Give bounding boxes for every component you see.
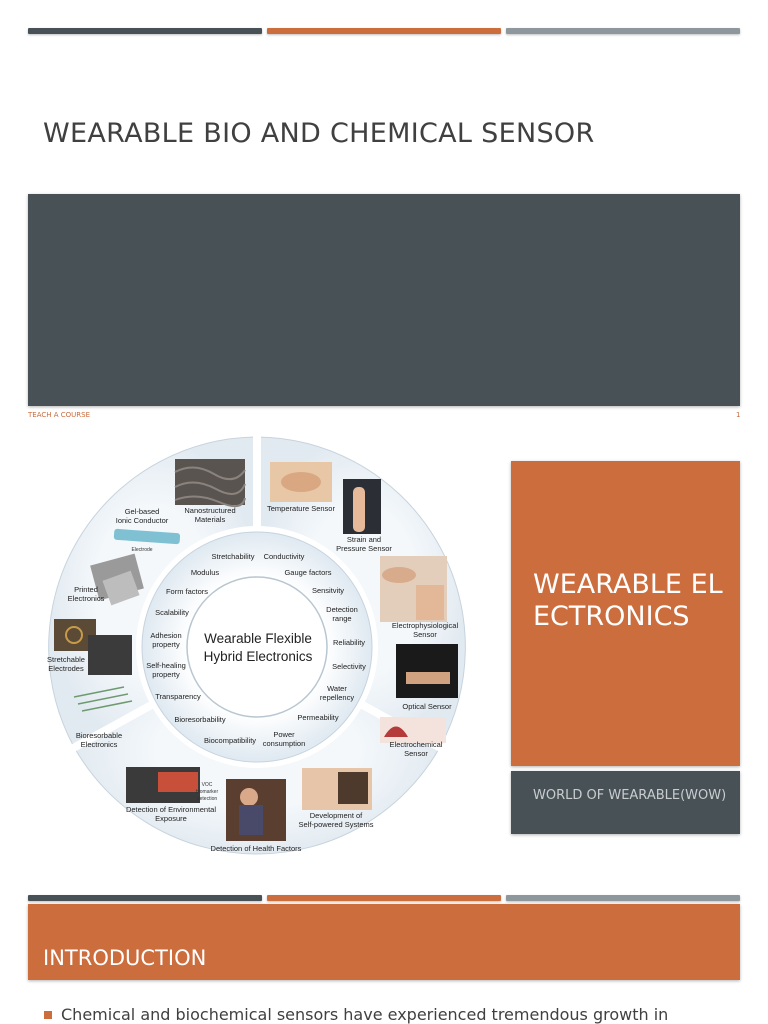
inner-label: Detection: [326, 605, 358, 614]
outer-label: Electrodes: [48, 664, 84, 673]
outer-label: Sensor: [413, 630, 437, 639]
inner-label: Water: [327, 684, 347, 693]
outer-label: Materials: [194, 515, 226, 524]
small-label: detection: [196, 796, 218, 802]
wearable-electronics-diagram: [44, 432, 470, 862]
intro-bar-dark: [28, 895, 262, 901]
outer-label: Ionic Conductor: [115, 516, 169, 525]
small-label: VOC: [201, 782, 213, 788]
outer-label: Detection of Environmental: [125, 805, 217, 814]
inner-label: Gauge factors: [284, 568, 332, 577]
intro-bar-gray: [506, 895, 740, 901]
inner-label: Conductivity: [263, 552, 305, 561]
outer-label: Stretchable: [47, 655, 85, 664]
inner-label: Permeability: [297, 713, 339, 722]
outer-label: Exposure: [155, 814, 187, 823]
inner-label: Sensitvity: [311, 586, 345, 595]
center-label-1: Wearable Flexible: [204, 631, 312, 646]
inner-label: Biocompatibility: [203, 736, 257, 745]
outer-label: Electrochemical: [389, 740, 443, 749]
small-label: biomarker: [195, 789, 219, 795]
inner-label: Bioresorbability: [174, 715, 226, 724]
outer-label: Electrophysiological: [391, 621, 459, 630]
inner-label: Reliability: [332, 638, 366, 647]
outer-label: Gel-based: [124, 507, 160, 516]
top-bar-dark: [28, 28, 262, 34]
outer-label: Development of: [309, 811, 363, 820]
outer-label: Pressure Sensor: [336, 544, 392, 553]
page-number: 1: [736, 411, 741, 419]
outer-label: Self-powered Systems: [298, 820, 374, 829]
intro-bar-orange: [267, 895, 501, 901]
inner-label: range: [332, 614, 352, 623]
outer-label: Temperature Sensor: [267, 504, 335, 513]
slide-title: WEARABLE BIO AND CHEMICAL SENSOR: [43, 118, 595, 149]
inner-label: Selectivity: [332, 662, 366, 671]
subtitle-box: [511, 771, 740, 834]
center-circle: [187, 577, 327, 717]
inner-label: property: [152, 640, 180, 649]
intro-title: INTRODUCTION: [43, 946, 207, 970]
outer-label: Electronics: [80, 740, 118, 749]
bullet-marker: [44, 1011, 52, 1019]
inner-label: Form factors: [165, 587, 209, 596]
outer-label: Detection of Health Factors: [210, 844, 302, 853]
section-title-box: [511, 461, 740, 766]
small-label: Electrode: [131, 547, 153, 553]
section-subtitle: WORLD OF WEARABLE(WOW): [533, 788, 727, 803]
footer-course: TEACH A COURSE: [28, 411, 91, 419]
inner-label: consumption: [262, 739, 306, 748]
outer-label: Printed: [74, 585, 98, 594]
outer-label: Nanostructured: [184, 506, 236, 515]
inner-label: Power: [273, 730, 295, 739]
inner-label: repellency: [319, 693, 355, 702]
inner-label: Modulus: [190, 568, 220, 577]
outer-label: Sensor: [404, 749, 428, 758]
outer-label: Electronics: [67, 594, 105, 603]
title-panel: [28, 194, 740, 406]
top-bar-gray: [506, 28, 740, 34]
optical-sensor-image: [396, 644, 458, 698]
center-label-2: Hybrid Electronics: [203, 649, 313, 664]
inner-label: Transparency: [155, 692, 201, 701]
inner-label: Self-healing: [146, 661, 186, 670]
inner-label: Stretchability: [211, 552, 255, 561]
outer-label: Bioresorbable: [75, 731, 123, 740]
inner-label: Adhesion: [150, 631, 182, 640]
inner-label: Scalability: [155, 608, 189, 617]
section-title: WEARABLE ELECTRONICS: [533, 569, 723, 632]
outer-label: Strain and: [346, 535, 382, 544]
intro-title-band: [28, 904, 740, 980]
inner-label: property: [152, 670, 180, 679]
outer-label: Optical Sensor: [402, 702, 452, 711]
top-bar-orange: [267, 28, 501, 34]
intro-bullet-text: Chemical and biochemical sensors have experienced tremendous growth in: [61, 1005, 669, 1024]
